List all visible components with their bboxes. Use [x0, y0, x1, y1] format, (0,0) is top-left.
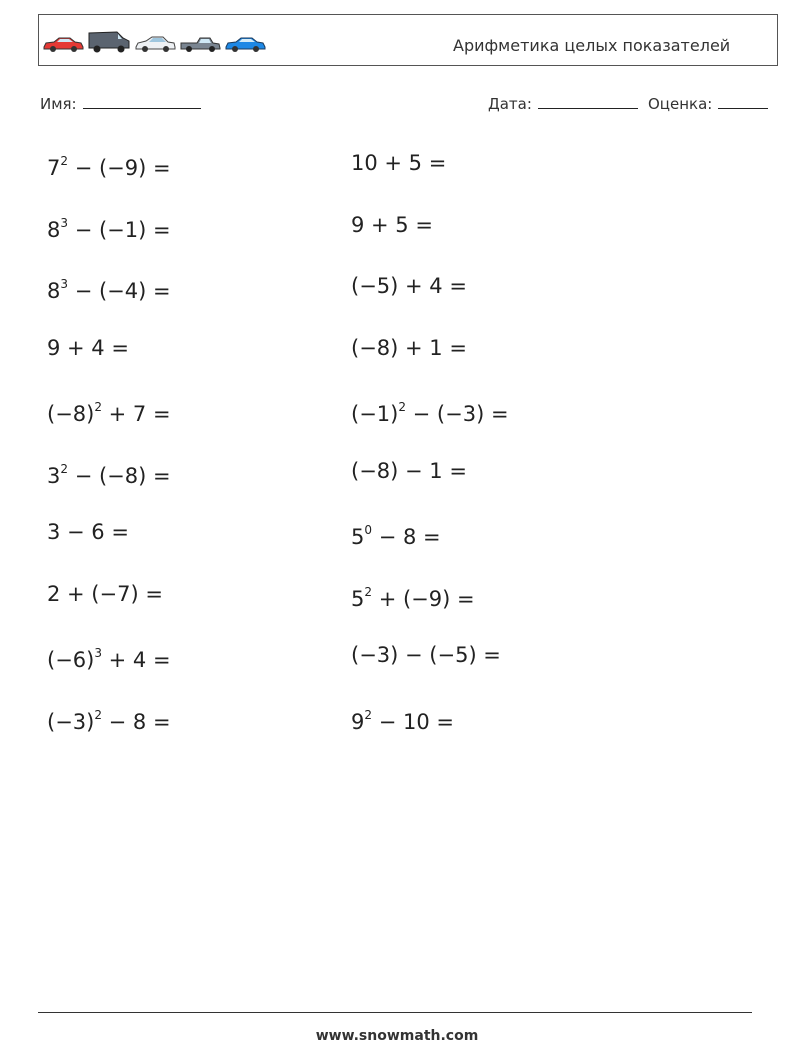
score-label: Оценка:: [648, 95, 713, 113]
problem-base: 5: [351, 525, 365, 549]
problem-left-10: [47, 705, 171, 734]
problem-right-4: [351, 336, 467, 360]
problem-left-6: [47, 459, 171, 488]
problem-base: (−6): [47, 648, 95, 672]
problem-right-8: [351, 582, 475, 611]
footer-website: www.snowmath.com: [315, 1028, 479, 1044]
problem-base: (−3): [47, 709, 95, 734]
problem-base: (−8) − 1 =: [351, 458, 467, 483]
problem-base: (−8) + 1 =: [351, 335, 467, 360]
problem-rest: − (−8) =: [68, 463, 171, 488]
problem-base: 5: [351, 586, 365, 611]
problem-left-2: [47, 213, 171, 242]
red-car-icon: [42, 35, 84, 53]
problem-base: 7: [47, 156, 61, 180]
problem-rest: − (−1) =: [68, 217, 171, 242]
problem-base: 2 + (−7) =: [47, 581, 163, 606]
problem-exponent: 3: [60, 277, 69, 291]
problem-rest: − (−3) =: [405, 402, 509, 426]
problem-left-4: [47, 336, 129, 360]
worksheet-title: Арифметика целых показателей: [453, 36, 731, 55]
problem-left-7: [47, 520, 129, 544]
problem-base: 9 + 5 =: [351, 212, 433, 237]
worksheet-header: [38, 14, 778, 66]
problem-right-5: [351, 397, 509, 426]
problem-rest: − 8 =: [101, 709, 171, 734]
problem-right-2: [351, 213, 433, 237]
problem-rest: − 10 =: [372, 709, 454, 734]
problem-left-1: [47, 151, 171, 180]
problem-right-10: [351, 705, 454, 734]
date-line[interactable]: [538, 94, 638, 109]
van-icon: [87, 29, 131, 53]
problem-rest: − 8 =: [372, 525, 441, 549]
score-line[interactable]: [718, 94, 768, 109]
car-icons: [42, 29, 266, 53]
problem-rest: − (−9) =: [68, 156, 171, 180]
date-label: Дата:: [488, 95, 532, 113]
blue-car-icon: [224, 35, 266, 53]
problem-exponent: 0: [364, 523, 373, 537]
problem-base: (−5) + 4 =: [351, 274, 467, 298]
problem-base: 3 − 6 =: [47, 520, 129, 544]
pickup-truck-icon: [179, 35, 221, 53]
problem-exponent: 2: [94, 707, 102, 722]
problem-base: (−1): [351, 402, 399, 426]
problem-base: 8: [47, 279, 61, 303]
problem-rest: + 7 =: [101, 402, 171, 426]
problem-left-3: [47, 274, 171, 303]
problem-exponent: 2: [398, 400, 406, 414]
problem-right-7: [351, 520, 441, 549]
date-field[interactable]: [488, 94, 638, 113]
problem-rest: − (−4) =: [68, 279, 171, 303]
white-car-icon: [134, 35, 176, 53]
name-field[interactable]: [40, 94, 201, 113]
problem-exponent: 3: [60, 215, 69, 230]
problem-right-3: [351, 274, 467, 298]
problem-right-9: [351, 643, 501, 667]
score-field[interactable]: [648, 94, 768, 113]
problem-base: 9 + 4 =: [47, 335, 129, 360]
problem-base: (−3) − (−5) =: [351, 643, 501, 667]
problem-exponent: 3: [94, 646, 102, 660]
problem-left-5: [47, 397, 171, 426]
problem-right-1: [351, 151, 446, 175]
problem-left-9: [47, 643, 171, 672]
problem-base: 3: [47, 463, 61, 488]
problem-right-6: [351, 459, 467, 483]
problem-rest: + 4 =: [101, 648, 171, 672]
problem-rest: + (−9) =: [372, 586, 475, 611]
problem-left-8: [47, 582, 163, 606]
problem-exponent: 2: [94, 400, 102, 414]
problem-base: 9: [351, 709, 365, 734]
problem-exponent: 2: [364, 707, 373, 722]
problem-exponent: 2: [60, 154, 69, 168]
footer-divider: [38, 1012, 752, 1013]
problem-base: (−8): [47, 402, 95, 426]
problem-base: 8: [47, 217, 61, 242]
name-label: Имя:: [40, 95, 77, 113]
problem-base: 10 + 5 =: [351, 151, 447, 175]
problem-exponent: 2: [60, 461, 69, 476]
problem-exponent: 2: [364, 584, 373, 599]
name-line[interactable]: [83, 94, 201, 109]
